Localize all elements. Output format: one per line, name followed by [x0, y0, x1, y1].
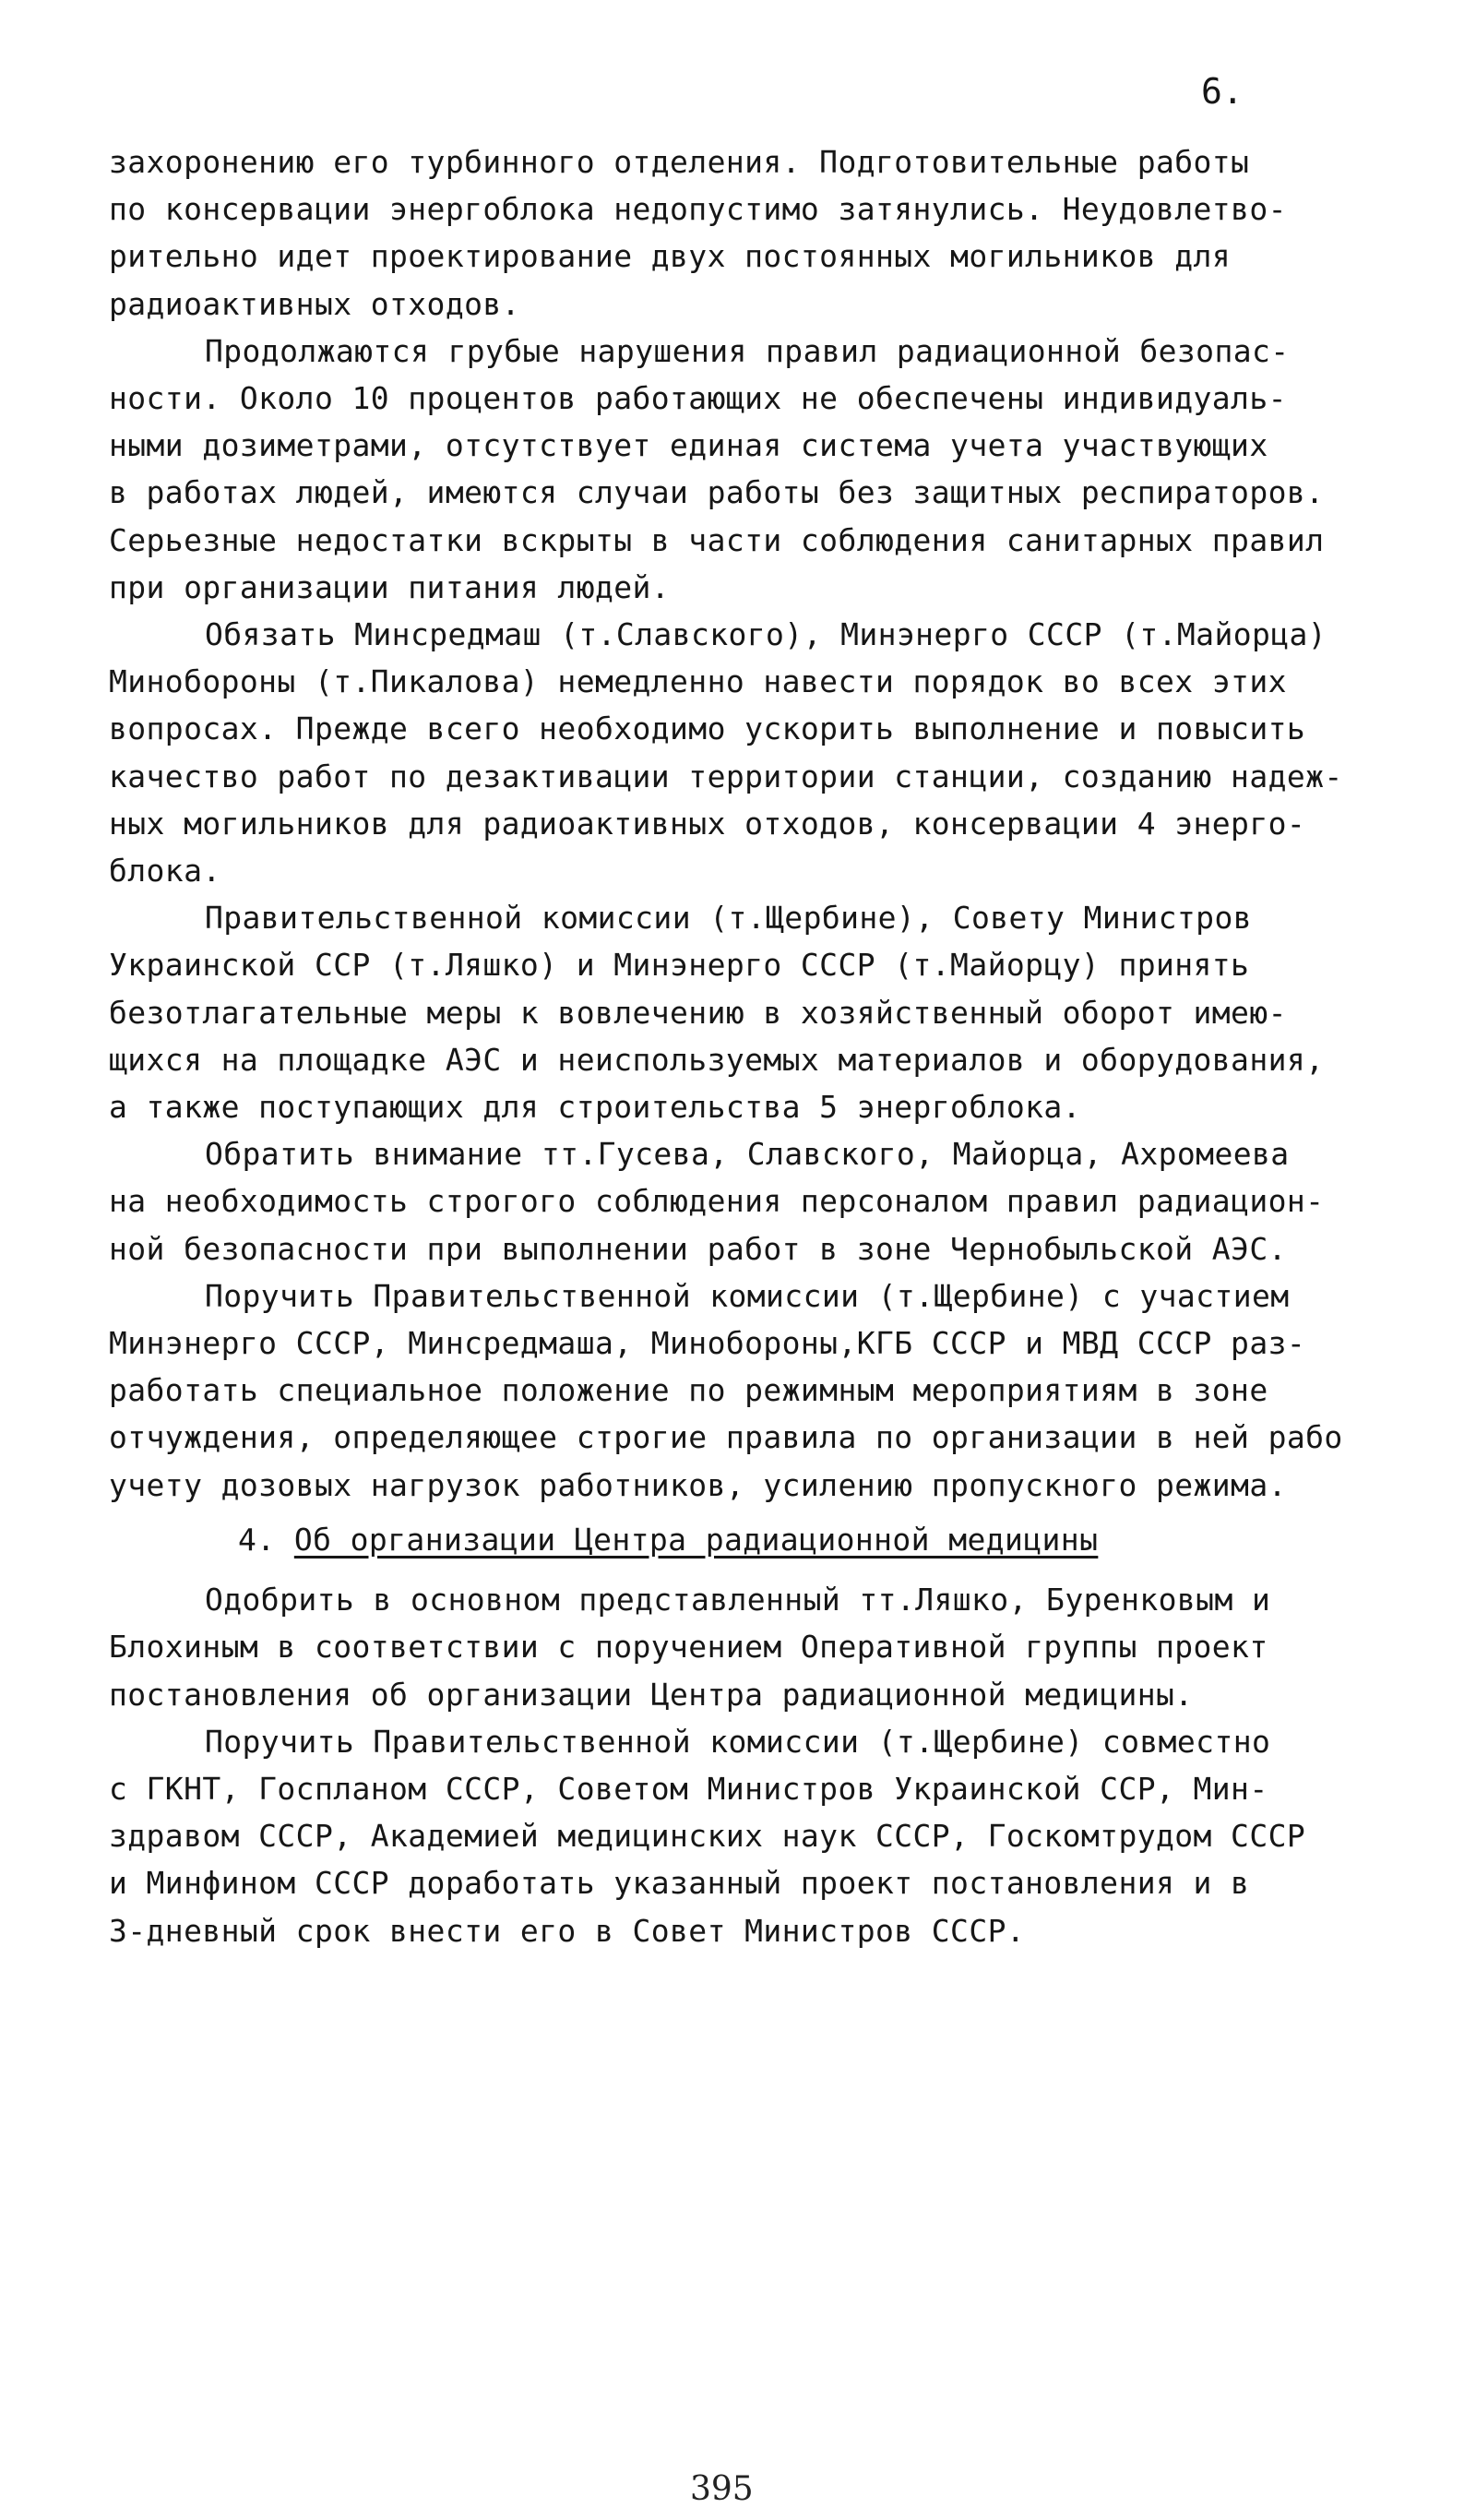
- text-line: Одобрить в основном представленный тт.Ляшко, Буренковым и: [205, 1582, 1271, 1618]
- paragraph: [109, 138, 1419, 328]
- text-line: вопросах. Прежде всего необходимо ускорить выполнение и повысить: [109, 711, 1306, 747]
- text-line: здравом СССР, Академией медицинских наук СССР, Госкомтрудом СССР: [109, 1818, 1306, 1855]
- text-line: Блохиным в соответствии с поручением Оперативной группы проект: [109, 1629, 1268, 1666]
- text-line: 3-дневный срок внести его в Совет Министров СССР.: [109, 1912, 1026, 1949]
- paragraph: [109, 611, 1419, 894]
- text-line: рительно идет проектирование двух постоянных могильников для: [109, 238, 1232, 275]
- text-line: блока.: [109, 853, 221, 890]
- text-line: щихся на площадке АЭС и неиспользуемых материалов и оборудования,: [109, 1041, 1325, 1078]
- text-line: безотлагательные меры к вовлечению в хозяйственный оборот имею-: [109, 994, 1287, 1031]
- text-line: Обязать Минсредмаш (т.Славского), Минэнерго СССР (т.Майорца): [205, 616, 1327, 653]
- text-line: и Минфином СССР доработать указанный проект постановления и в: [109, 1865, 1250, 1902]
- paragraph: [109, 1130, 1419, 1272]
- text-line: захоронению его турбинного отделения. Подготовительные работы: [109, 144, 1250, 180]
- text-line: учету дозовых нагрузок работников, усилению пропускного режима.: [109, 1466, 1287, 1503]
- section-heading: [109, 1516, 1419, 1563]
- text-line: качество работ по дезактивации территории станции, созданию надеж-: [109, 758, 1343, 794]
- text-line: при организации питания людей.: [109, 568, 671, 605]
- text-line: в работах людей, имеются случаи работы без защитных респираторов.: [109, 474, 1325, 511]
- text-line: Серьезные недостатки вскрыты в части соблюдения санитарных правил: [109, 521, 1325, 558]
- text-line: работать специальное положение по режимным мероприятиям в зоне: [109, 1372, 1268, 1409]
- text-line: ности. Около 10 процентов работающих не обеспечены индивидуаль-: [109, 380, 1287, 417]
- text-line: Продолжаются грубые нарушения правил радиационной безопас-: [205, 332, 1290, 369]
- section-number: 4.: [238, 1521, 276, 1558]
- text-line: на необходимость строгого соблюдения персоналом правил радиацион-: [109, 1183, 1325, 1220]
- text-line: Правительственной комиссии (т.Щербине), Совету Министров: [205, 900, 1252, 937]
- paragraph: [109, 1718, 1419, 1954]
- text-line: Минэнерго СССР, Минсредмаша, Минобороны,КГБ СССР и МВД СССР раз-: [109, 1325, 1306, 1362]
- text-line: а также поступающих для строительства 5 энергоблока.: [109, 1089, 1081, 1126]
- text-line: ными дозиметрами, отсутствует единая система учета участвующих: [109, 427, 1268, 464]
- section-title: Об организации Центра радиационной медицины: [293, 1521, 1099, 1558]
- text-line: с ГКНТ, Госпланом СССР, Советом Министров Украинской ССР, Мин-: [109, 1770, 1268, 1807]
- text-line: ной безопасности при выполнении работ в зоне Чернобыльской АЭС.: [109, 1230, 1287, 1267]
- archive-page-number: 395: [690, 2470, 754, 2508]
- document-body: [109, 138, 1419, 1954]
- text-line: ных могильников для радиоактивных отходов, консервации 4 энерго-: [109, 805, 1306, 842]
- paragraph: [109, 328, 1419, 611]
- paragraph: [109, 1576, 1419, 1718]
- text-line: Поручить Правительственной комиссии (т.Щербине) совместно: [205, 1723, 1271, 1760]
- text-line: Обратить внимание тт.Гусева, Славского, Майорца, Ахромеева: [205, 1136, 1290, 1173]
- page-number: 6.: [1201, 71, 1244, 112]
- text-line: отчуждения, определяющее строгие правила по организации в ней рабо: [109, 1419, 1343, 1456]
- text-line: постановления об организации Центра радиационной медицины.: [109, 1676, 1194, 1713]
- text-line: Украинской ССР (т.Ляшко) и Минэнерго СССР (т.Майорцу) принять: [109, 947, 1250, 984]
- text-line: Поручить Правительственной комиссии (т.Щербине) с участием: [205, 1277, 1290, 1314]
- text-line: радиоактивных отходов.: [109, 285, 520, 322]
- text-line: Минобороны (т.Пикалова) немедленно навести порядок во всех этих: [109, 663, 1287, 700]
- paragraph: [109, 894, 1419, 1130]
- text-line: по консервации энергоблока недопустимо затянулись. Неудовлетво-: [109, 191, 1287, 228]
- paragraph: [109, 1272, 1419, 1509]
